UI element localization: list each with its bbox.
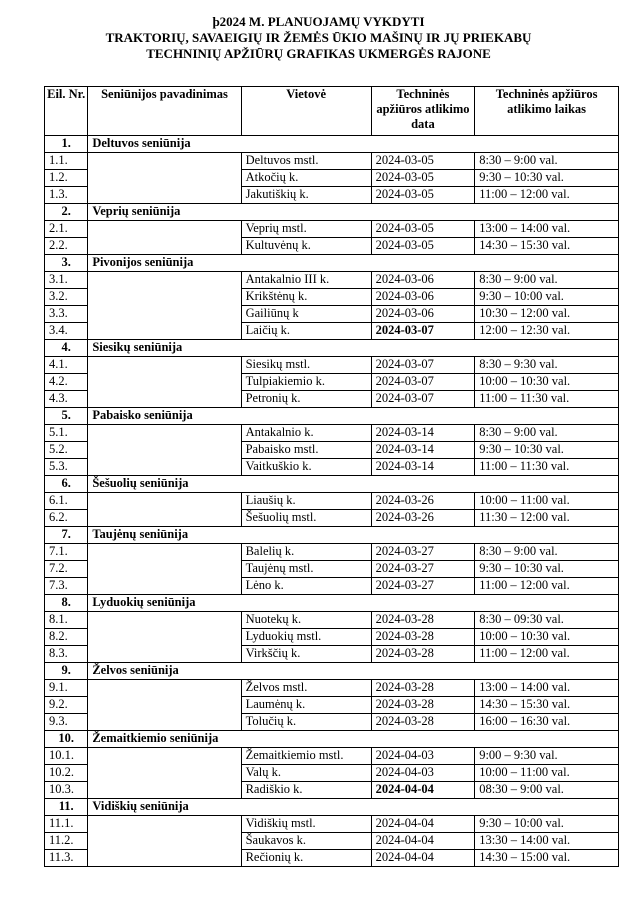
table-row [45, 714, 619, 731]
row-time: 9:30 – 10:30 val. [475, 442, 619, 459]
row-place: Lėno k. [241, 578, 371, 595]
row-date: 2024-03-28 [371, 714, 475, 731]
row-date: 2024-03-07 [371, 374, 475, 391]
group-name: Siesikų seniūnija [88, 340, 619, 357]
group-row [45, 204, 619, 221]
row-place: Veprių mstl. [241, 221, 371, 238]
row-number: 7.3. [45, 578, 88, 595]
row-number: 5.3. [45, 459, 88, 476]
row-date: 2024-04-04 [371, 833, 475, 850]
row-place: Žemaitkiemio mstl. [241, 748, 371, 765]
row-empty-cell [88, 425, 241, 442]
row-time: 9:30 – 10:00 val. [475, 816, 619, 833]
group-number: 10. [45, 731, 88, 748]
table-row [45, 850, 619, 867]
row-empty-cell [88, 629, 241, 646]
table-row [45, 544, 619, 561]
row-time: 10:00 – 11:00 val. [475, 765, 619, 782]
group-number: 7. [45, 527, 88, 544]
row-time: 9:00 – 9:30 val. [475, 748, 619, 765]
table-row [45, 306, 619, 323]
row-place: Antakalnio k. [241, 425, 371, 442]
header-row [45, 87, 619, 136]
row-number: 6.2. [45, 510, 88, 527]
row-number: 2.2. [45, 238, 88, 255]
row-date: 2024-03-28 [371, 697, 475, 714]
row-time: 9:30 – 10:00 val. [475, 289, 619, 306]
row-number: 7.1. [45, 544, 88, 561]
group-row [45, 340, 619, 357]
table-row [45, 561, 619, 578]
row-empty-cell [88, 238, 241, 255]
row-place: Antakalnio III k. [241, 272, 371, 289]
table-row [45, 578, 619, 595]
group-name: Taujėnų seniūnija [88, 527, 619, 544]
row-place: Pabaisko mstl. [241, 442, 371, 459]
table-row [45, 442, 619, 459]
row-empty-cell [88, 323, 241, 340]
row-number: 11.1. [45, 816, 88, 833]
row-time: 11:00 – 11:30 val. [475, 459, 619, 476]
group-number: 1. [45, 136, 88, 153]
group-number: 6. [45, 476, 88, 493]
table-row [45, 646, 619, 663]
row-time: 8:30 – 9:00 val. [475, 544, 619, 561]
row-date: 2024-03-07 [371, 391, 475, 408]
row-number: 10.2. [45, 765, 88, 782]
row-date: 2024-04-04 [371, 816, 475, 833]
table-row [45, 374, 619, 391]
group-name: Žemaitkiemio seniūnija [88, 731, 619, 748]
row-date: 2024-03-14 [371, 459, 475, 476]
row-number: 2.1. [45, 221, 88, 238]
row-number: 3.1. [45, 272, 88, 289]
row-number: 9.2. [45, 697, 88, 714]
row-time: 08:30 – 9:00 val. [475, 782, 619, 799]
table-row [45, 170, 619, 187]
table-row [45, 187, 619, 204]
table-row [45, 782, 619, 799]
table-row [45, 510, 619, 527]
group-row [45, 476, 619, 493]
row-empty-cell [88, 646, 241, 663]
row-empty-cell [88, 510, 241, 527]
row-empty-cell [88, 187, 241, 204]
row-number: 11.2. [45, 833, 88, 850]
schedule-table [44, 86, 619, 867]
row-date: 2024-03-27 [371, 561, 475, 578]
row-time: 14:30 – 15:30 val. [475, 697, 619, 714]
row-empty-cell [88, 680, 241, 697]
table-row [45, 748, 619, 765]
group-number: 8. [45, 595, 88, 612]
row-time: 11:00 – 12:00 val. [475, 578, 619, 595]
table-row [45, 357, 619, 374]
table-row [45, 221, 619, 238]
row-time: 9:30 – 10:30 val. [475, 170, 619, 187]
header-data: Techninės apžiūros atlikimo data [371, 87, 475, 136]
row-time: 9:30 – 10:30 val. [475, 561, 619, 578]
row-date: 2024-03-05 [371, 153, 475, 170]
row-place: Rečionių k. [241, 850, 371, 867]
row-time: 13:00 – 14:00 val. [475, 221, 619, 238]
title-line-2: TRAKTORIŲ, SAVAEIGIŲ IR ŽEMĖS ŪKIO MAŠINŲ IR JŲ PRIEKABŲ [105, 30, 532, 45]
row-time: 10:30 – 12:00 val. [475, 306, 619, 323]
row-number: 9.3. [45, 714, 88, 731]
group-row [45, 663, 619, 680]
group-row [45, 595, 619, 612]
group-row [45, 527, 619, 544]
row-time: 8:30 – 9:30 val. [475, 357, 619, 374]
table-row [45, 612, 619, 629]
group-row [45, 408, 619, 425]
row-number: 10.3. [45, 782, 88, 799]
row-empty-cell [88, 272, 241, 289]
group-number: 9. [45, 663, 88, 680]
row-date: 2024-03-14 [371, 425, 475, 442]
table-row [45, 833, 619, 850]
row-empty-cell [88, 816, 241, 833]
table-row [45, 272, 619, 289]
row-number: 8.2. [45, 629, 88, 646]
row-date: 2024-04-03 [371, 748, 475, 765]
row-number: 4.1. [45, 357, 88, 374]
row-time: 11:00 – 11:30 val. [475, 391, 619, 408]
row-place: Tulpiakiemio k. [241, 374, 371, 391]
row-place: Šešuolių mstl. [241, 510, 371, 527]
table-row [45, 289, 619, 306]
row-place: Deltuvos mstl. [241, 153, 371, 170]
row-empty-cell [88, 850, 241, 867]
row-date: 2024-03-27 [371, 544, 475, 561]
row-place: Liaušių k. [241, 493, 371, 510]
header-nr: Eil. Nr. [45, 87, 88, 136]
row-time: 14:30 – 15:00 val. [475, 850, 619, 867]
row-empty-cell [88, 833, 241, 850]
row-date: 2024-03-14 [371, 442, 475, 459]
table-row [45, 238, 619, 255]
row-empty-cell [88, 459, 241, 476]
row-date: 2024-03-05 [371, 238, 475, 255]
group-number: 5. [45, 408, 88, 425]
group-name: Vidiškių seniūnija [88, 799, 619, 816]
group-number: 4. [45, 340, 88, 357]
row-place: Želvos mstl. [241, 680, 371, 697]
row-date: 2024-03-28 [371, 612, 475, 629]
row-date: 2024-03-05 [371, 221, 475, 238]
group-row [45, 799, 619, 816]
header-vietove: Vietovė [241, 87, 371, 136]
table-row [45, 459, 619, 476]
row-empty-cell [88, 374, 241, 391]
row-date: 2024-04-04 [371, 782, 475, 799]
row-number: 7.2. [45, 561, 88, 578]
row-place: Vaitkuškio k. [241, 459, 371, 476]
row-number: 11.3. [45, 850, 88, 867]
row-empty-cell [88, 612, 241, 629]
row-time: 12:00 – 12:30 val. [475, 323, 619, 340]
document-title [0, 14, 637, 62]
row-place: Jakutiškių k. [241, 187, 371, 204]
row-date: 2024-03-26 [371, 493, 475, 510]
row-number: 5.1. [45, 425, 88, 442]
row-empty-cell [88, 357, 241, 374]
row-empty-cell [88, 289, 241, 306]
row-number: 8.1. [45, 612, 88, 629]
table-row [45, 425, 619, 442]
row-date: 2024-03-28 [371, 680, 475, 697]
group-name: Deltuvos seniūnija [88, 136, 619, 153]
row-number: 4.2. [45, 374, 88, 391]
row-time: 14:30 – 15:30 val. [475, 238, 619, 255]
row-number: 3.2. [45, 289, 88, 306]
row-time: 11:00 – 12:00 val. [475, 646, 619, 663]
row-place: Balelių k. [241, 544, 371, 561]
row-empty-cell [88, 578, 241, 595]
row-place: Šaukavos k. [241, 833, 371, 850]
row-number: 5.2. [45, 442, 88, 459]
row-empty-cell [88, 765, 241, 782]
table-row [45, 493, 619, 510]
schedule-body [45, 136, 619, 867]
title-line-3: TECHNINIŲ APŽIŪRŲ GRAFIKAS UKMERGĖS RAJONE [146, 46, 491, 61]
row-number: 8.3. [45, 646, 88, 663]
table-row [45, 629, 619, 646]
row-date: 2024-03-28 [371, 646, 475, 663]
row-place: Atkočių k. [241, 170, 371, 187]
row-number: 6.1. [45, 493, 88, 510]
table-row [45, 816, 619, 833]
row-place: Petronių k. [241, 391, 371, 408]
row-number: 1.2. [45, 170, 88, 187]
row-place: Lyduokių mstl. [241, 629, 371, 646]
row-place: Virkščių k. [241, 646, 371, 663]
row-empty-cell [88, 306, 241, 323]
row-time: 8:30 – 9:00 val. [475, 425, 619, 442]
row-empty-cell [88, 170, 241, 187]
row-date: 2024-03-07 [371, 357, 475, 374]
row-place: Kultuvėnų k. [241, 238, 371, 255]
header-laikas: Techninės apžiūros atlikimo laikas [475, 87, 619, 136]
row-empty-cell [88, 782, 241, 799]
group-name: Želvos seniūnija [88, 663, 619, 680]
row-date: 2024-03-06 [371, 272, 475, 289]
row-date: 2024-04-04 [371, 850, 475, 867]
row-date: 2024-04-03 [371, 765, 475, 782]
table-row [45, 697, 619, 714]
row-place: Laičių k. [241, 323, 371, 340]
row-date: 2024-03-27 [371, 578, 475, 595]
row-date: 2024-03-07 [371, 323, 475, 340]
row-empty-cell [88, 221, 241, 238]
header-seniunija: Seniūnijos pavadinimas [88, 87, 241, 136]
row-empty-cell [88, 442, 241, 459]
row-empty-cell [88, 561, 241, 578]
row-empty-cell [88, 391, 241, 408]
table-row [45, 391, 619, 408]
row-date: 2024-03-06 [371, 306, 475, 323]
row-place: Krikštėnų k. [241, 289, 371, 306]
group-row [45, 255, 619, 272]
row-place: Gailiūnų k [241, 306, 371, 323]
row-empty-cell [88, 748, 241, 765]
table-row [45, 680, 619, 697]
row-place: Laumėnų k. [241, 697, 371, 714]
row-empty-cell [88, 153, 241, 170]
group-name: Lyduokių seniūnija [88, 595, 619, 612]
row-number: 1.1. [45, 153, 88, 170]
row-number: 1.3. [45, 187, 88, 204]
row-place: Nuotekų k. [241, 612, 371, 629]
table-row [45, 323, 619, 340]
row-place: Valų k. [241, 765, 371, 782]
row-place: Tolučių k. [241, 714, 371, 731]
row-empty-cell [88, 714, 241, 731]
row-time: 16:00 – 16:30 val. [475, 714, 619, 731]
row-time: 10:00 – 10:30 val. [475, 374, 619, 391]
row-time: 8:30 – 09:30 val. [475, 612, 619, 629]
table-row [45, 765, 619, 782]
row-date: 2024-03-28 [371, 629, 475, 646]
title-line-1: þ2024 M. PLANUOJAMŲ VYKDYTI [212, 14, 425, 29]
row-number: 3.3. [45, 306, 88, 323]
row-date: 2024-03-05 [371, 187, 475, 204]
row-time: 13:30 – 14:00 val. [475, 833, 619, 850]
row-date: 2024-03-05 [371, 170, 475, 187]
table-row [45, 153, 619, 170]
row-number: 4.3. [45, 391, 88, 408]
row-empty-cell [88, 544, 241, 561]
row-time: 10:00 – 10:30 val. [475, 629, 619, 646]
row-date: 2024-03-26 [371, 510, 475, 527]
row-place: Vidiškių mstl. [241, 816, 371, 833]
row-time: 11:30 – 12:00 val. [475, 510, 619, 527]
row-place: Radiškio k. [241, 782, 371, 799]
row-time: 8:30 – 9:00 val. [475, 272, 619, 289]
row-empty-cell [88, 697, 241, 714]
row-time: 8:30 – 9:00 val. [475, 153, 619, 170]
group-name: Pabaisko seniūnija [88, 408, 619, 425]
group-row [45, 731, 619, 748]
group-name: Pivonijos seniūnija [88, 255, 619, 272]
row-empty-cell [88, 493, 241, 510]
group-row [45, 136, 619, 153]
group-number: 11. [45, 799, 88, 816]
row-time: 13:00 – 14:00 val. [475, 680, 619, 697]
group-name: Veprių seniūnija [88, 204, 619, 221]
group-number: 3. [45, 255, 88, 272]
row-number: 10.1. [45, 748, 88, 765]
row-number: 3.4. [45, 323, 88, 340]
group-name: Šešuolių seniūnija [88, 476, 619, 493]
group-number: 2. [45, 204, 88, 221]
row-time: 10:00 – 11:00 val. [475, 493, 619, 510]
row-time: 11:00 – 12:00 val. [475, 187, 619, 204]
row-place: Siesikų mstl. [241, 357, 371, 374]
row-number: 9.1. [45, 680, 88, 697]
row-date: 2024-03-06 [371, 289, 475, 306]
row-place: Taujėnų mstl. [241, 561, 371, 578]
